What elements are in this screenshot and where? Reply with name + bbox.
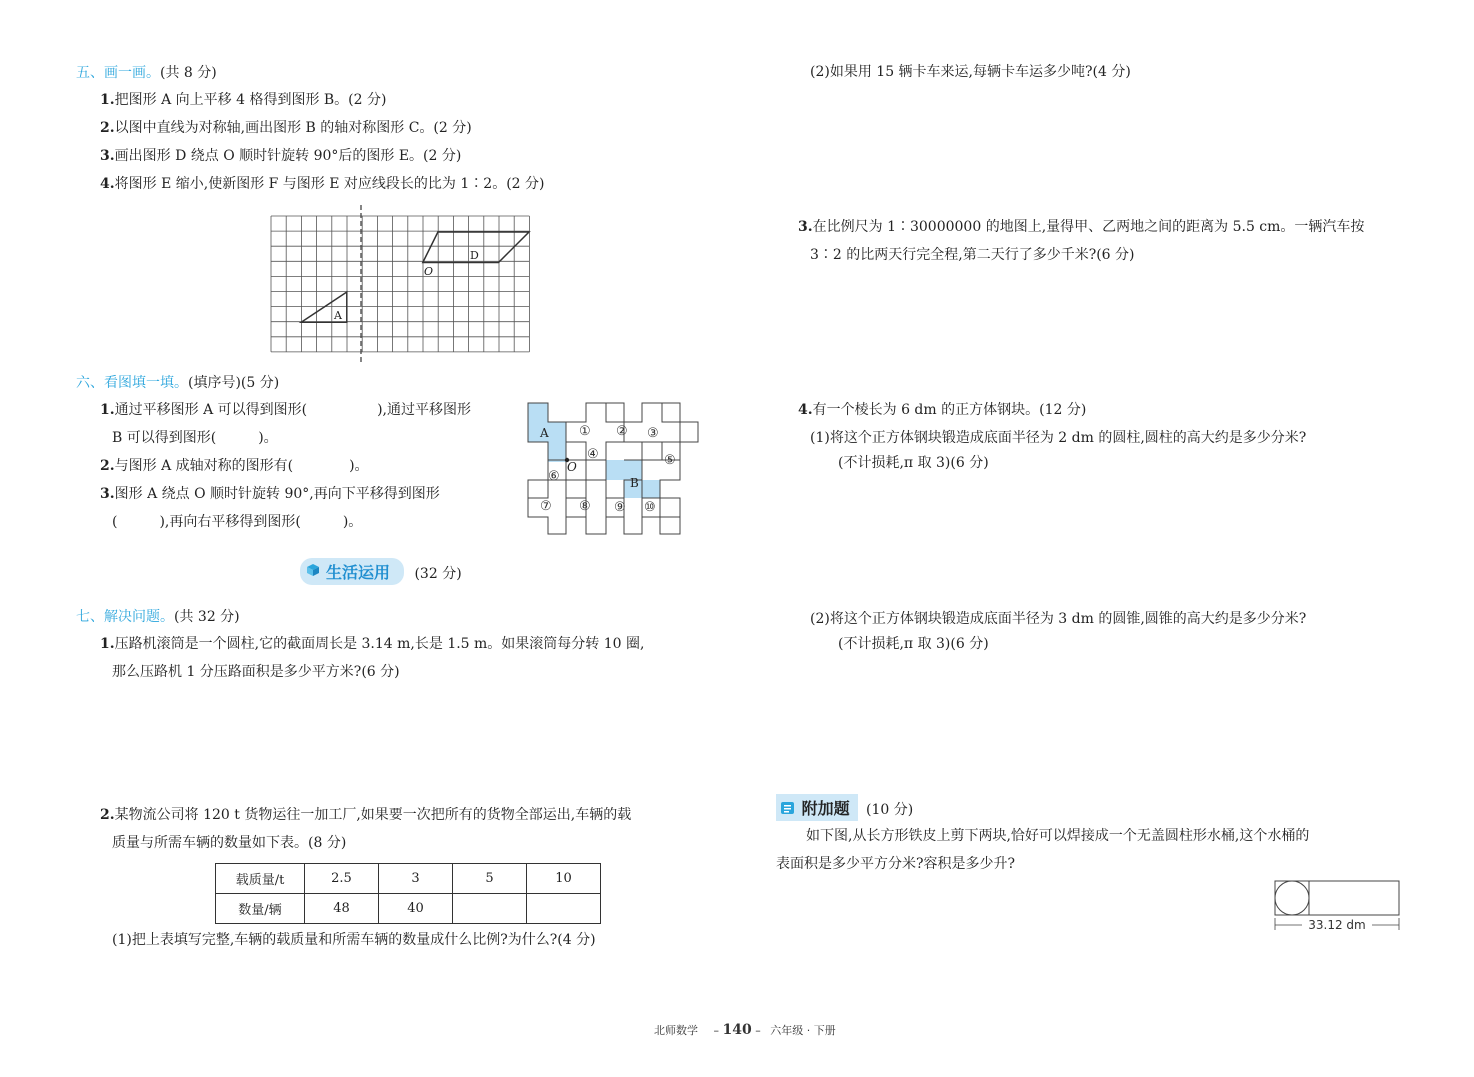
piece-number: ② bbox=[616, 424, 628, 439]
label-o: O bbox=[567, 460, 577, 474]
banner-label: 生活运用 bbox=[326, 563, 391, 582]
piece-number: ⑧ bbox=[579, 499, 591, 514]
label-d: D bbox=[470, 249, 479, 262]
label-a: A bbox=[540, 426, 549, 440]
extra-text-cont: 表面积是多少平方分米?容积是多少升? bbox=[776, 856, 1016, 872]
cube-icon bbox=[306, 563, 320, 577]
sub-question-cont: (不计损耗,π 取 3)(6 分) bbox=[838, 455, 989, 471]
table-cell: 40 bbox=[379, 894, 453, 924]
extra-text: 如下图,从长方形铁皮上剪下两块,恰好可以焊接成一个无盖圆柱形水桶,这个水桶的 bbox=[806, 828, 1310, 844]
sheet-figure bbox=[1270, 878, 1404, 934]
note-icon bbox=[780, 801, 796, 815]
question: 3.画出图形 D 绕点 O 顺时针旋转 90°后的图形 E。(2 分) bbox=[100, 148, 462, 164]
footer-left: 北师数学 bbox=[654, 1024, 698, 1037]
extra-label: 附加题 bbox=[801, 799, 850, 818]
section-title: 五、画一画。 bbox=[76, 65, 160, 81]
question: 1.把图形 A 向上平移 4 格得到图形 B。(2 分) bbox=[100, 92, 387, 108]
sub-question: (1)把上表填写完整,车辆的载质量和所需车辆的数量成什么比例?为什么?(4 分) bbox=[112, 932, 596, 948]
extra-heading bbox=[776, 794, 913, 821]
question-cont: 那么压路机 1 分压路面积是多少平方米?(6 分) bbox=[112, 664, 400, 680]
question: 1.通过平移图形 A 可以得到图形( ),通过平移图形 bbox=[100, 402, 472, 418]
section-6-heading bbox=[76, 372, 279, 392]
banner-points: (32 分) bbox=[414, 566, 462, 582]
rectangle-sheet bbox=[1275, 881, 1399, 915]
question: 2.与图形 A 成轴对称的图形有( )。 bbox=[100, 458, 369, 474]
circle-base bbox=[1275, 881, 1309, 915]
data-table bbox=[215, 863, 601, 924]
footer-right: 六年级 · 下册 bbox=[770, 1024, 836, 1037]
section-points: (共 32 分) bbox=[174, 609, 240, 625]
question: 4.将图形 E 缩小,使新图形 F 与图形 E 对应线段长的比为 1∶2。(2 分) bbox=[100, 176, 545, 192]
table-cell: 5 bbox=[453, 864, 527, 894]
dimension-label: 33.12 dm bbox=[1308, 918, 1366, 932]
puzzle-piece-outline bbox=[528, 498, 586, 534]
piece-number: ⑩ bbox=[644, 500, 656, 515]
table-cell-blank[interactable] bbox=[453, 894, 527, 924]
label-b: B bbox=[630, 476, 639, 490]
piece-number: ① bbox=[579, 424, 591, 439]
table-cell: 3 bbox=[379, 864, 453, 894]
puzzle-piece-outline bbox=[660, 498, 680, 517]
grid-figure bbox=[268, 205, 532, 363]
table-row bbox=[216, 894, 601, 924]
question-cont: ( ),再向右平移得到图形( )。 bbox=[112, 514, 363, 530]
label-o: O bbox=[424, 265, 434, 278]
question: 2.某物流公司将 120 t 货物运往一加工厂,如果要一次把所有的货物全部运出,车辆的载 bbox=[100, 807, 632, 823]
piece-number: ⑥ bbox=[548, 469, 560, 484]
label-a: A bbox=[334, 309, 342, 322]
sub-question-cont: (不计损耗,π 取 3)(6 分) bbox=[838, 636, 989, 652]
puzzle-piece-outline bbox=[660, 517, 680, 534]
question-cont: 3∶2 的比两天行完全程,第二天行了多少千米?(6 分) bbox=[810, 247, 1135, 263]
question: 4.有一个棱长为 6 dm 的正方体钢块。(12 分) bbox=[798, 402, 1087, 418]
page-number: 140 bbox=[722, 1022, 752, 1038]
table-cell: 48 bbox=[305, 894, 379, 924]
table-cell: 10 bbox=[527, 864, 601, 894]
section-banner bbox=[300, 558, 462, 585]
piece-number: ③ bbox=[647, 426, 659, 441]
section-points: (填序号)(5 分) bbox=[188, 375, 280, 391]
piece-number: ④ bbox=[587, 447, 599, 462]
sub-question: (2)如果用 15 辆卡车来运,每辆卡车运多少吨?(4 分) bbox=[810, 64, 1131, 80]
table-header: 载质量/t bbox=[216, 864, 305, 894]
table-cell: 2.5 bbox=[305, 864, 379, 894]
question: 3.在比例尺为 1∶30000000 的地图上,量得甲、乙两地之间的距离为 5.5 cm。一辆汽车按 bbox=[798, 219, 1365, 235]
question-cont: 质量与所需车辆的数量如下表。(8 分) bbox=[112, 835, 347, 851]
table-cell-blank[interactable] bbox=[527, 894, 601, 924]
section-title: 七、解决问题。 bbox=[76, 609, 174, 625]
sub-question: (2)将这个正方体钢块锻造成底面半径为 3 dm 的圆锥,圆锥的高大约是多少分米? bbox=[810, 611, 1307, 627]
question: 1.压路机滚筒是一个圆柱,它的截面周长是 3.14 m,长是 1.5 m。如果滚筒每分转 10 圈, bbox=[100, 636, 645, 652]
piece-number: ⑤ bbox=[664, 453, 676, 468]
page-footer: 北师数学 – 140 – 六年级 · 下册 bbox=[654, 1022, 836, 1038]
piece-number: ⑦ bbox=[540, 499, 552, 514]
question: 3.图形 A 绕点 O 顺时针旋转 90°,再向下平移得到图形 bbox=[100, 486, 440, 502]
question: 2.以图中直线为对称轴,画出图形 B 的轴对称图形 C。(2 分) bbox=[100, 120, 472, 136]
sub-question: (1)将这个正方体钢块锻造成底面半径为 2 dm 的圆柱,圆柱的高大约是多少分米? bbox=[810, 430, 1307, 446]
question-cont: B 可以得到图形( )。 bbox=[112, 430, 278, 446]
section-points: (共 8 分) bbox=[160, 65, 217, 81]
table-row bbox=[216, 864, 601, 894]
section-7-heading bbox=[76, 606, 240, 626]
piece-number: ⑨ bbox=[614, 500, 626, 515]
table-header: 数量/辆 bbox=[216, 894, 305, 924]
section-5-heading bbox=[76, 62, 217, 82]
extra-points: (10 分) bbox=[866, 802, 914, 818]
section-title: 六、看图填一填。 bbox=[76, 375, 188, 391]
puzzle-figure bbox=[526, 400, 702, 538]
